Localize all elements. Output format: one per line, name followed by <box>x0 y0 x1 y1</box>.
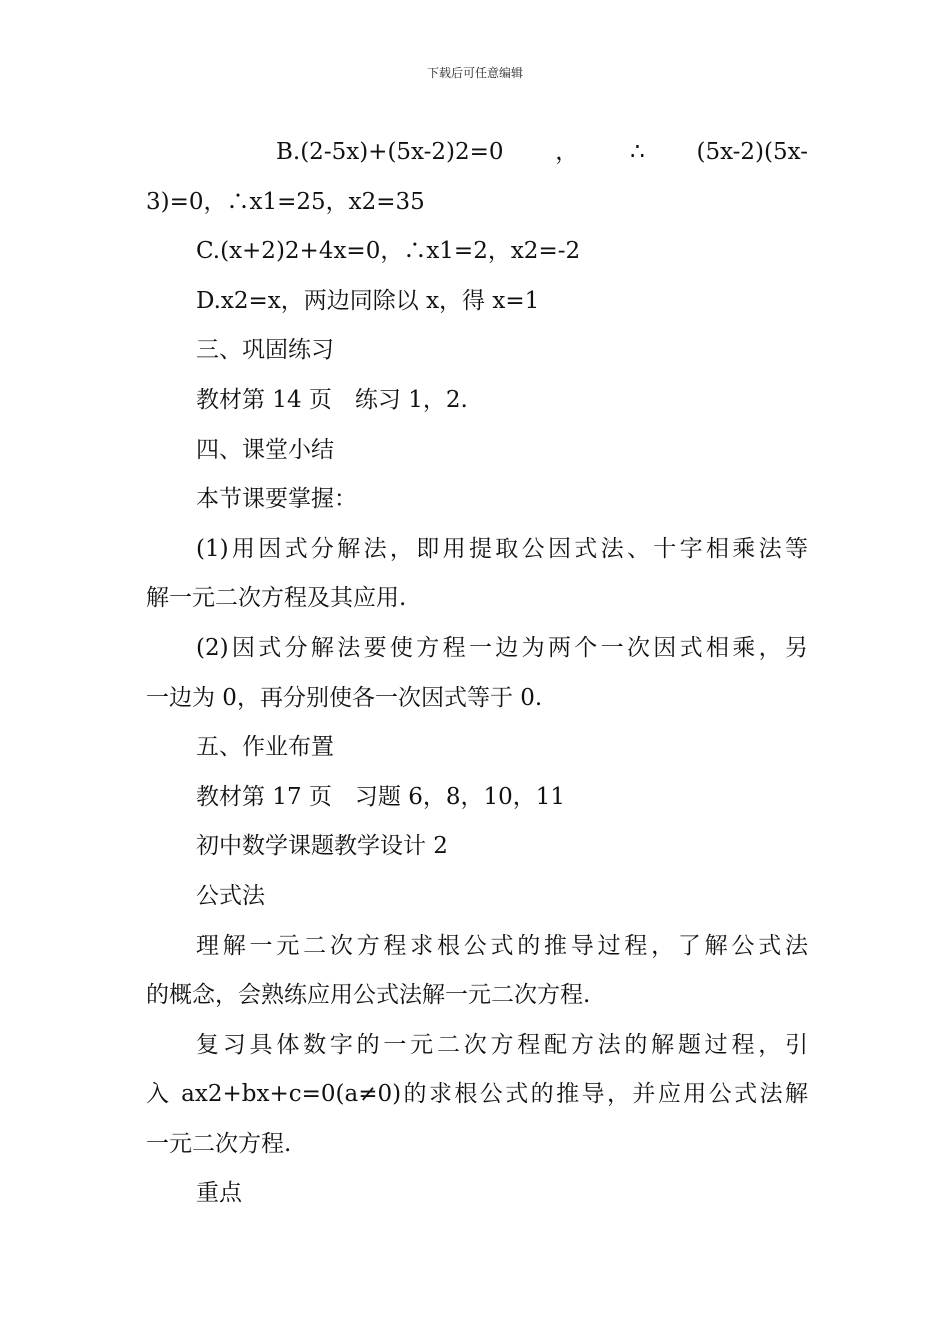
goal-paragraph-line-1: 理解一元二次方程求根公式的推导过程，了解公式法 <box>196 932 808 959</box>
section-heading-4: 四、课堂小结 <box>196 436 334 463</box>
document-body <box>146 128 808 1219</box>
section-heading-5: 五、作业布置 <box>196 734 334 761</box>
section-heading-3: 三、巩固练习 <box>196 337 334 364</box>
method-paragraph-line-2: 入 ax2+bx+c=0(a≠0)的求根公式的推导，并应用公式法解 <box>146 1081 808 1108</box>
option-d-line: D.x2=x，两边同除以 x，得 x=1 <box>196 287 540 314</box>
therefore-symbol: ∴ <box>630 139 645 165</box>
option-b-equation: B.(2-5x)+(5x-2)2=0 <box>276 139 504 165</box>
page-header: 下载后可任意编辑 <box>426 66 523 80</box>
option-c-line: C.(x+2)2+4x=0，∴x1=2，x2=-2 <box>196 238 581 265</box>
summary-point-2-line-1: (2)因式分解法要使方程一边为两个一次因式相乘，另 <box>196 634 808 661</box>
section-3-body: 教材第 14 页 练习 1，2. <box>196 386 468 413</box>
lesson-topic: 公式法 <box>196 882 265 909</box>
summary-point-1-line-1: (1)用因式分解法，即用提取公因式法、十字相乘法等 <box>196 535 808 562</box>
option-b-continuation: 3)=0，∴x1=25，x2=35 <box>146 188 425 215</box>
option-b-comma: ， <box>555 139 579 165</box>
option-b-line <box>146 128 808 178</box>
summary-point-2-line-2: 一边为 0，再分别使各一次因式等于 0. <box>146 684 543 711</box>
method-paragraph-line-3: 一元二次方程. <box>146 1130 292 1157</box>
section-5-body: 教材第 17 页 习题 6，8，10，11 <box>196 783 565 810</box>
summary-point-1-line-2: 解一元二次方程及其应用. <box>146 585 407 612</box>
method-paragraph-line-1: 复习具体数字的一元二次方程配方法的解题过程，引 <box>196 1031 808 1058</box>
lesson-title-2: 初中数学课题教学设计 2 <box>196 833 448 860</box>
option-b-factor: (5x-2)(5x- <box>696 139 808 165</box>
goal-paragraph-line-2: 的概念，会熟练应用公式法解一元二次方程. <box>146 982 591 1009</box>
key-point-heading: 重点 <box>196 1180 242 1207</box>
section-4-intro: 本节课要掌握： <box>196 486 357 513</box>
